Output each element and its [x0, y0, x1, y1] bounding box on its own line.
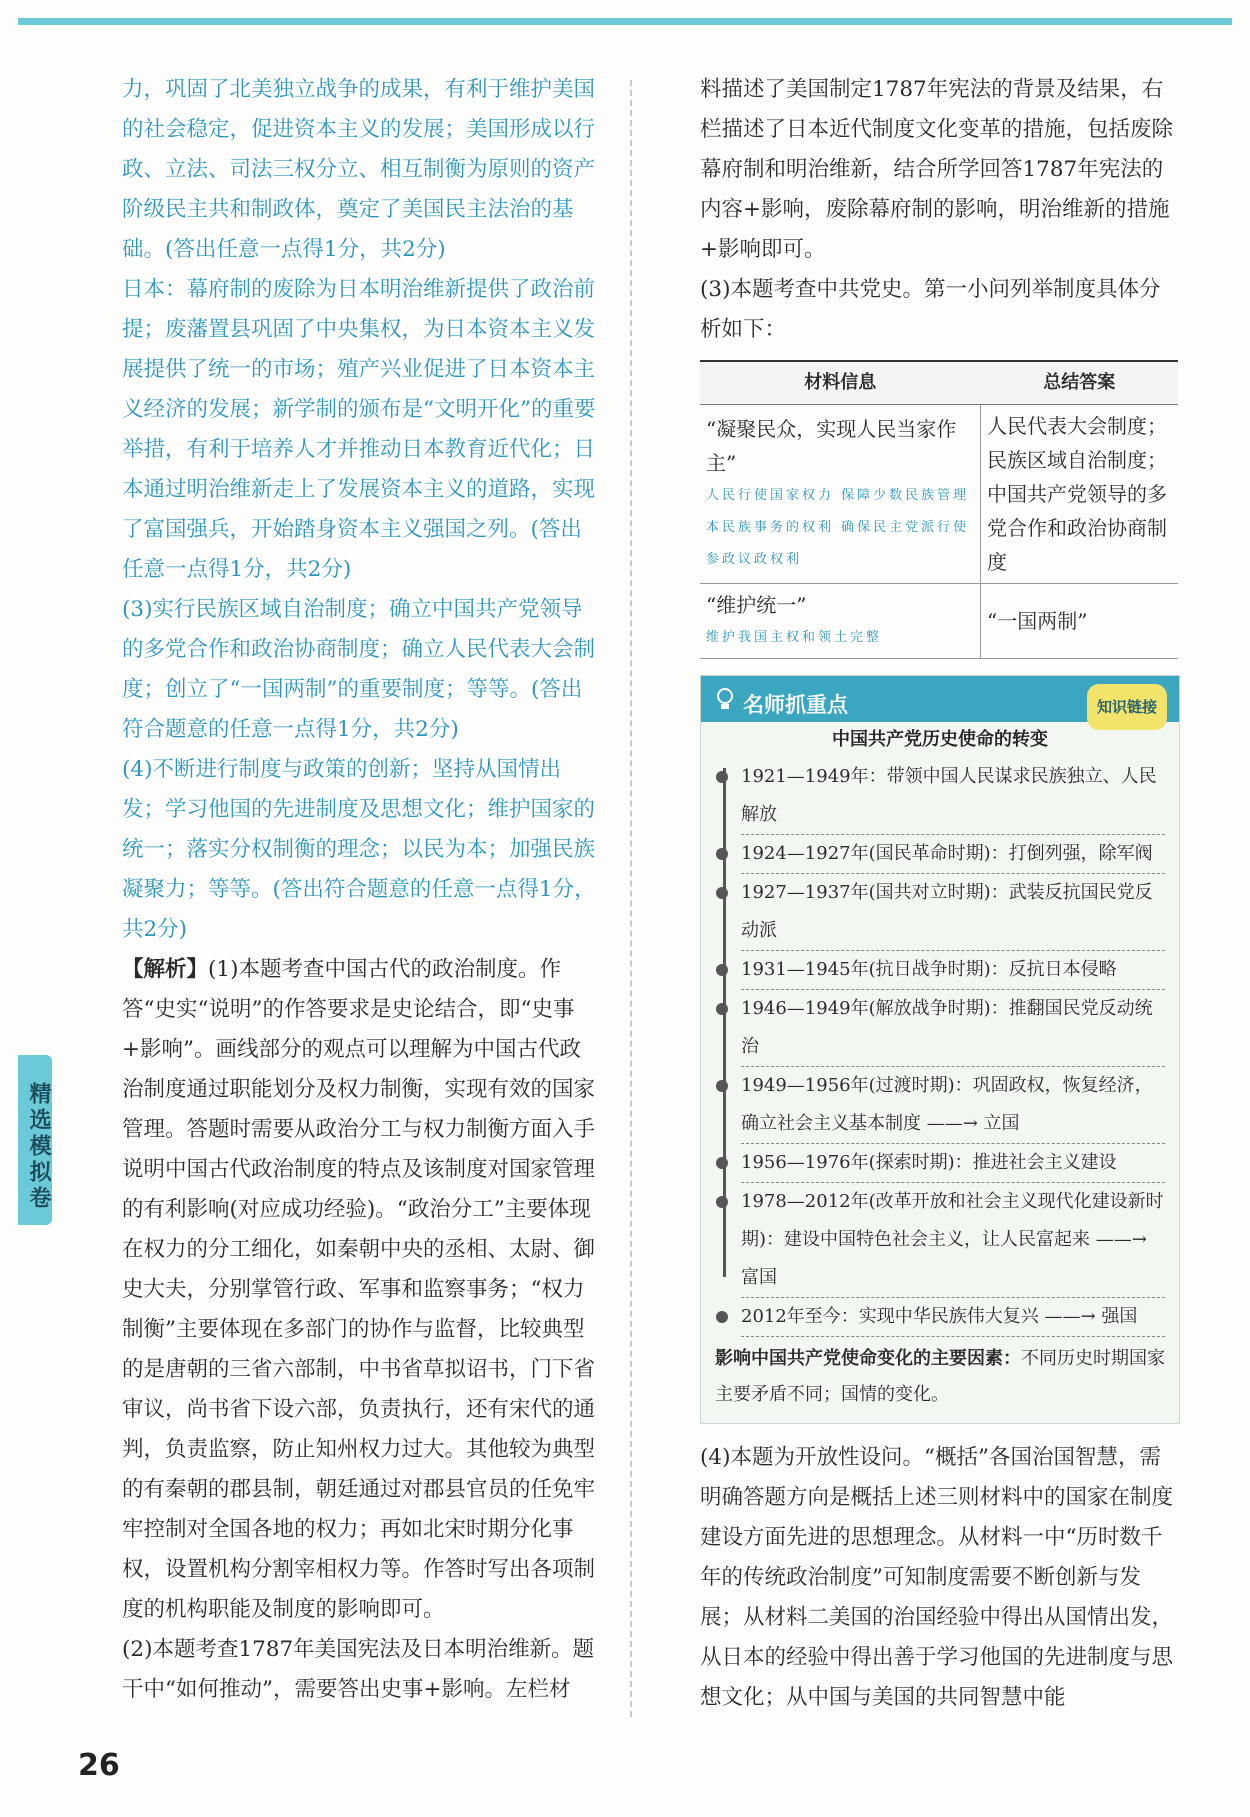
page-number: 26 [78, 1748, 120, 1783]
timeline-text: 1946—1949年(解放战争时期)：推翻国民党反动统治 [741, 998, 1153, 1057]
section-side-tab: 精选模拟卷 [18, 1055, 52, 1225]
timeline-title: 中国共产党历史使命的转变 [832, 729, 1048, 750]
table-header: 材料信息 [700, 361, 981, 405]
timeline-item [741, 758, 1165, 835]
timeline-item [741, 835, 1165, 874]
timeline-item [741, 990, 1165, 1067]
factor-summary [701, 1337, 1179, 1423]
timeline-item [741, 951, 1165, 990]
answer-paragraph: (3)实行民族区域自治制度；确立中国共产党领导的多党合作和政治协商制度；确立人民代表大会制度；创立了“一国两制”的重要制度；等等。(答出符合题意的任意一点得1分，共2分) [122, 597, 596, 742]
timeline-text: 1927—1937年(国共对立时期)：武装反抗国民党反动派 [741, 882, 1153, 941]
knowledge-box [700, 675, 1180, 1424]
knowledge-box-title: 名师抓重点 [743, 693, 848, 717]
table-header: 总结答案 [981, 361, 1179, 405]
timeline-item [741, 874, 1165, 951]
timeline [701, 758, 1179, 1337]
question-4-analysis: (4)本题为开放性设问。“概括”各国治国智慧，需明确答题方向是概括上述三则材料中的国家在制度建设方面先进的思想理念。从材料一中“历时数千年的传统政治制度”可知制度需要不断创新与发展；从材料二美国的治国经验中得出从国情出发，从日本的经验中得出善于学习他国的先进制度与思想文化；从中国与美国的共同智慧中能 [700, 1445, 1174, 1710]
timeline-item [741, 1183, 1165, 1298]
timeline-text: 1956—1976年(探索时期)：推进社会主义建设 [741, 1152, 1117, 1173]
table-row [700, 584, 1178, 659]
answer-paragraph: (4)不断进行制度与政策的创新；坚持从国情出发；学习他国的先进制度及思想文化；维护国家的统一；落实分权制衡的理念；以民为本；加强民族凝聚力；等等。(答出符合题意的任意一点得1分，共2分) [122, 757, 596, 942]
answer-cell: “一国两制” [981, 584, 1179, 659]
analysis-table [700, 360, 1178, 659]
left-column [122, 70, 602, 1710]
analysis-paragraph [122, 950, 602, 1630]
top-accent-bar [18, 18, 1232, 25]
timeline-dot [716, 1311, 728, 1323]
material-cell [700, 405, 981, 584]
timeline-dot [716, 964, 728, 976]
timeline-dot [716, 771, 728, 783]
timeline-dot [716, 1196, 728, 1208]
timeline-dot [716, 848, 728, 860]
material-cell [700, 584, 981, 659]
timeline-text: 2012年至今：实现中华民族伟大复兴 ——→ 强国 [741, 1306, 1138, 1327]
knowledge-box-header [701, 676, 1179, 722]
knowledge-link-badge: 知识链接 [1087, 684, 1167, 730]
handwritten-note: 人民行使国家权力 保障少数民族管理本民族事务的权利 确保民主党派行使参政议政权利 [706, 488, 970, 567]
analysis-tag: 【解析】 [122, 957, 209, 982]
factor-text: 不同历史时期国家主要矛盾不同；国情的变化。 [715, 1348, 1165, 1405]
timeline-text: 1931—1945年(抗日战争时期)：反抗日本侵略 [741, 959, 1117, 980]
answer-paragraph: 日本：幕府制的废除为日本明治维新提供了政治前提；废藩置县巩固了中央集权，为日本资本主义发展提供了统一的市场；殖产兴业促进了日本资本主义经济的发展；新学制的颁布是“文明开化”的重要举措，有利于培养人才并推动日本教育近代化；日本通过明治维新走上了发展资本主义的道路，实现了富国强兵，开始踏身资本主义强国之列。(答出任意一点得1分，共2分) [122, 277, 596, 582]
timeline-dot [716, 1003, 728, 1015]
answer-cell: 人民代表大会制度；民族区域自治制度；中国共产党领导的多党合作和政治协商制度 [981, 405, 1179, 584]
timeline-text: 1978—2012年(改革开放和社会主义现代化建设新时期)：建设中国特色社会主义，让人民富起来 ——→ 富国 [741, 1191, 1164, 1288]
timeline-dot [716, 1157, 728, 1169]
column-divider [630, 80, 632, 1717]
timeline-item [741, 1067, 1165, 1144]
lightbulb-icon [713, 686, 737, 712]
material-quote: “维护统一” [706, 593, 807, 617]
analysis-continuation: 料描述了美国制定1787年宪法的背景及结果，右栏描述了日本近代制度文化变革的措施，包括废除幕府制和明治维新，结合所学回答1787年宪法的内容+影响，废除幕府制的影响，明治维新的措施+影响即可。 [700, 77, 1174, 262]
timeline-item [741, 1144, 1165, 1183]
right-column [700, 70, 1180, 1718]
factor-label: 影响中国共产党使命变化的主要因素： [715, 1348, 1021, 1369]
timeline-text: 1949—1956年(过渡时期)：巩固政权，恢复经济，确立社会主义基本制度 ——→ 立国 [741, 1075, 1153, 1134]
timeline-text: 1924—1927年(国民革命时期)：打倒列强，除军阀 [741, 843, 1153, 864]
question-3-analysis: (3)本题考查中共党史。第一小问列举制度具体分析如下： [700, 277, 1161, 342]
timeline-dot [716, 1080, 728, 1092]
timeline-text: 1921—1949年：带领中国人民谋求民族独立、人民解放 [741, 766, 1157, 825]
table-row [700, 405, 1178, 584]
analysis-text: (1)本题考查中国古代的政治制度。作答“史实“说明”的作答要求是史论结合，即“史事+影响”。画线部分的观点可以理解为中国古代政治制度通过职能划分及权力制衡，实现有效的国家管理。答题时需要从政治分工与权力制衡方面入手说明中国古代政治制度的特点及该制度对国家管理的有利影响(对应成功经验)。“政治分工”主要体现在权力的分工细化，如秦朝中央的丞相、太尉、御史大夫，分别掌管行政、军事和监察事务；“权力制衡”主要体现在多部门的协作与监督，比较典型的是唐朝的三省六部制，中书省草拟诏书，门下省审议，尚书省下设六部，负责执行，还有宋代的通判，负责监察，防止知州权力过大。其他较为典型的有秦朝的郡县制，朝廷通过对郡县官员的任免牢牢控制对全国各地的权力；再如北宋时期分化事权，设置机构分割宰相权力等。作答时写出各项制度的机构职能及制度的影响即可。 [122, 957, 596, 1622]
timeline-item [741, 1298, 1165, 1337]
analysis-paragraph-2: (2)本题考查1787年美国宪法及日本明治维新。题干中“如何推动”，需要答出史事+影响。左栏材 [122, 1637, 595, 1702]
handwritten-note: 维护我国主权和领土完整 [706, 630, 883, 645]
material-quote: “凝聚民众，实现人民当家作主” [706, 417, 957, 475]
answer-paragraph: 力，巩固了北美独立战争的成果，有利于维护美国的社会稳定，促进资本主义的发展；美国形成以行政、立法、司法三权分立、相互制衡为原则的资产阶级民主共和制政体，奠定了美国民主法治的基础。(答出任意一点得1分，共2分) [122, 77, 596, 262]
timeline-dot [716, 887, 728, 899]
